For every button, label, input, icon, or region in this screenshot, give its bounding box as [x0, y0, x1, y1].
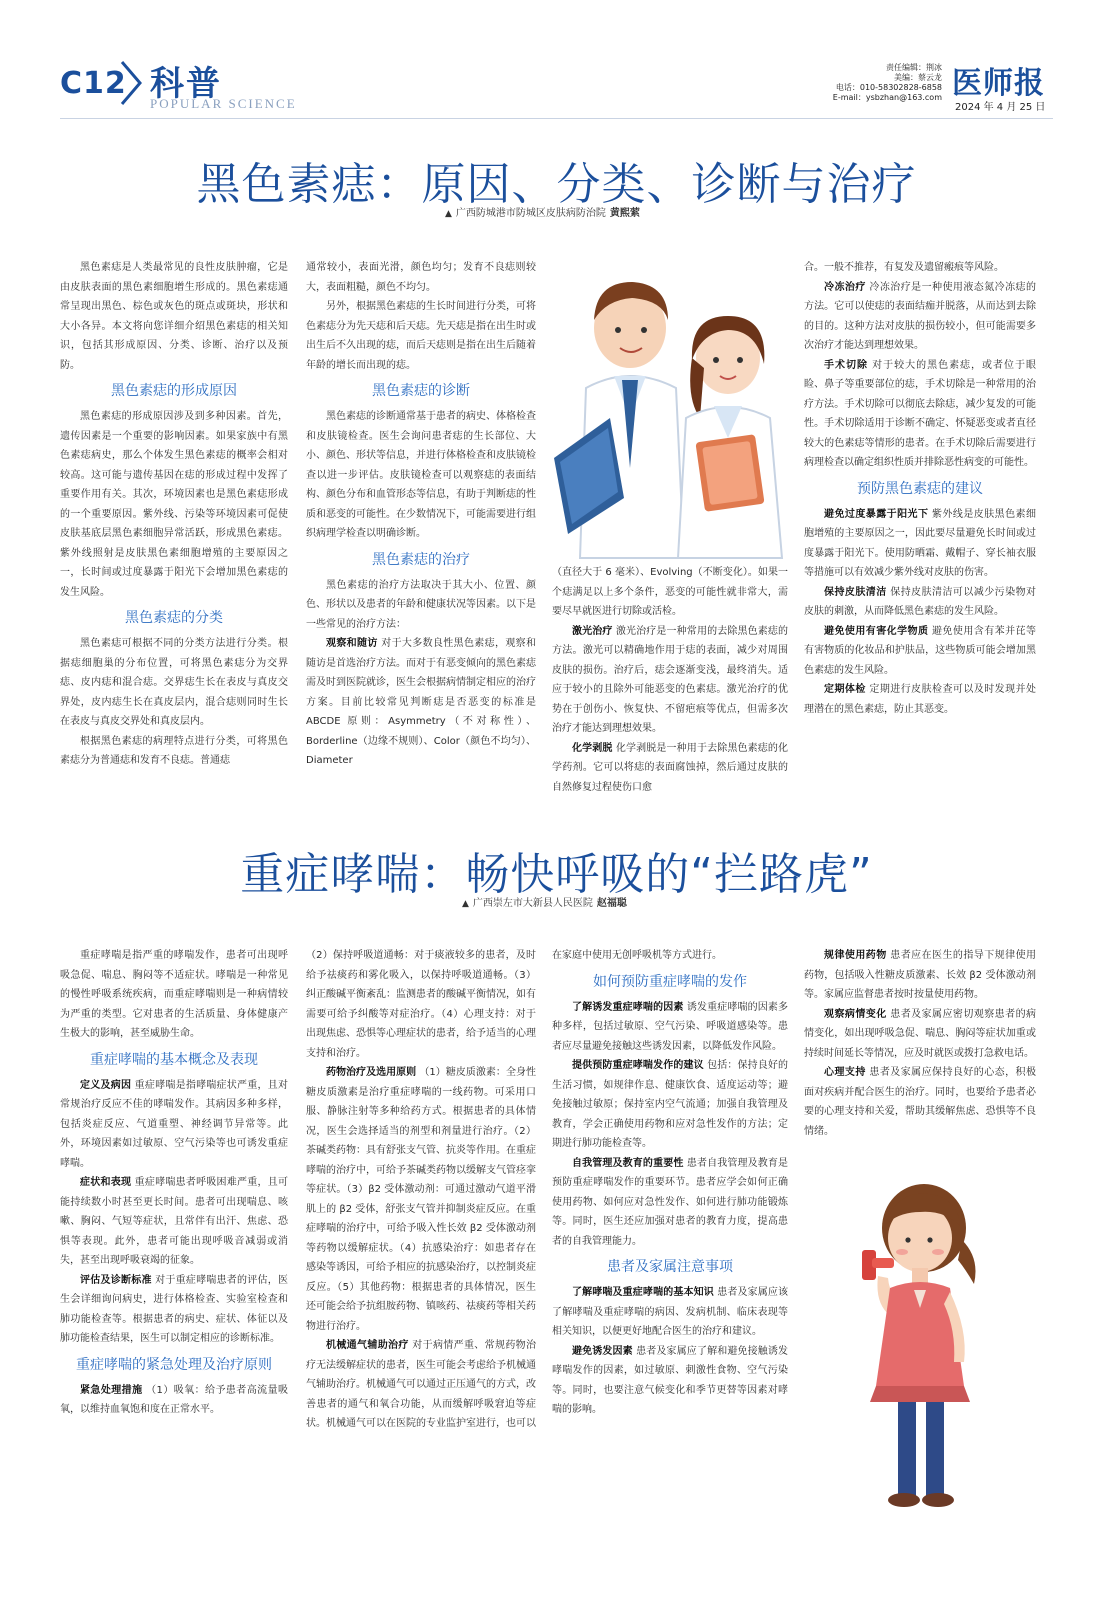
paragraph: 心理支持 患者及家属应保持良好的心态，积极面对疾病并配合医生的治疗。同时，也要给予患者必要的心理支持和关爱，帮助其缓解焦虑、恐惧等不良情绪。 [804, 1067, 1036, 1137]
paragraph: 黑色素痣的形成原因涉及到多种因素。首先，遗传因素是一个重要的影响因素。如果家族中有黑色素痣病史，那么个体发生黑色素痣的概率会相对较高。这可能与遗传基因在痣的形成过程中发挥了重要作用有关。其次，环境因素也是黑色素痣形成的一个重要原因。紫外线、污染等环境因素可促使皮肤基底层黑色素细胞异常活跃，形成黑色素痣。紫外线照射是皮肤黑色素细胞增殖的主要原因之一，长时间或过度暴露于阳光下会增加黑色素痣的发生风险。 [60, 411, 288, 598]
paragraph: 合。一般不推荐，有复发及遗留瘢痕等风险。 [804, 262, 1004, 273]
keyword: 药物治疗及选用原则 [326, 1067, 417, 1078]
subheading: 黑色素痣的治疗 [372, 551, 470, 568]
paragraph: 黑色素痣是人类最常见的良性皮肤肿瘤，它是由皮肤表面的黑色素细胞增生形成的。黑色素痣通常呈现出黑色、棕色或灰色的斑点或斑块，形状和大小各异。本文将向您详细介绍黑色素痣的相关知识，包括其形成原因、分类、诊断、治疗以及预防。 [60, 262, 288, 371]
paragraph: 评估及诊断标准 对于重症哮喘患者的评估，医生会详细询问病史，进行体格检查、实验室检查和肺功能检查等。根据患者的病史、症状、体征以及肺功能检查结果，医生可以制定相应的诊断标准。 [60, 1274, 288, 1344]
byline-org: 广西防城港市防城区皮肤病防治院 [455, 208, 606, 219]
paragraph: 了解诱发重症哮喘的因素 诱发重症哮喘的因素多种多样，包括过敏原、空气污染、呼吸道感染等。患者应尽量避免接触这些诱发因素，以降低发作风险。 [552, 1001, 788, 1052]
paragraph: 黑色素痣的治疗方法取决于其大小、位置、颜色、形状以及患者的年龄和健康状况等因素。以下是一些常见的治疗方法： [306, 579, 536, 630]
paragraph: 化学剥脱 化学剥脱是一种用于去除黑色素痣的化学药剂。它可以将痣的表面腐蚀掉，然后通过皮肤的自然修复过程使伤口愈 [552, 742, 788, 793]
masthead-divider [60, 118, 1053, 119]
paragraph: 自我管理及教育的重要性 患者自我管理及教育是预防重症哮喘发作的重要环节。患者应学会如何正确使用药物、如何应对急性发作、如何进行肺功能锻炼等。同时，医生还应加强对患者的教育力度，提高患者的自我管理能力。 [552, 1157, 788, 1247]
paragraph: 机械通气辅助治疗 对于病情严重、常规药物治疗无法缓解症状的患者，医生可能会考虑给予机械通气辅助治疗。机械通气可以通过正压通气的方式，改善患者的通气和氧合功能，从而缓解呼吸窘迫等症状。机械通气可以在医院的专业监护室进行，也可以 [306, 1340, 536, 1429]
subheading: 黑色素痣的诊断 [372, 383, 470, 399]
keyword: 避免诱发因素 [572, 1345, 633, 1357]
keyword: 机械通气辅助治疗 [326, 1340, 409, 1351]
subheading: 黑色素痣的形成原因 [111, 383, 237, 399]
subheading: 重症哮喘的基本概念及表现 [90, 1051, 258, 1068]
byline-triangle-icon: ▲ [445, 209, 452, 219]
byline-org: 广西崇左市大新县人民医院 [472, 898, 593, 909]
byline-triangle-icon: ▲ [462, 899, 469, 909]
paragraph: 药物治疗及选用原则 （1）糖皮质激素：全身性糖皮质激素是治疗重症哮喘的一线药物。可采用口服、静脉注射等多种给药方式。根据患者的具体情况，医生会选择适当的剂型和剂量进行治疗。（2）茶碱类药物：具有舒张支气管、抗炎等作用。在重症哮喘的治疗中，可给予茶碱类药物以缓解支气管痉挛等症状。（3）β2 受体激动剂：可通过激动气道平滑肌上的 β2 受体，舒张支气管并抑制炎症反应。在重症哮喘的治疗中，可给予吸入性长效 β2 受体激动剂等药物以缓解症状。（4）抗感染治疗：如患者存在感染等诱因，可给予相应的抗感染治疗，以控制炎症反应。（5）其他药物：根据患者的具体情况，医生还可能会给予抗组胺药物、镇咳药、祛痰药等相关药物进行治疗。 [306, 1067, 536, 1332]
keyword: 心理支持 [824, 1067, 866, 1078]
keyword: 激光治疗 [572, 625, 613, 637]
keyword: 了解诱发重症哮喘的因素 [572, 1001, 684, 1013]
paragraph: 根据黑色素痣的病理特点进行分类，可将黑色素痣分为普通痣和发育不良痣。普通痣 [60, 735, 288, 766]
chevron-right-icon [116, 58, 146, 108]
keyword: 定期体检 [824, 684, 866, 695]
editor-credits [790, 63, 942, 103]
paragraph: 定期体检 定期进行皮肤检查可以及时发现并处理潜在的黑色素痣，防止其恶变。 [804, 684, 1036, 715]
doctors-illustration [550, 268, 800, 558]
article2-column-1 [60, 946, 288, 1512]
article2-headline: 重症哮喘：畅快呼吸的“拦路虎” [240, 849, 873, 900]
subheading: 黑色素痣的分类 [125, 610, 223, 626]
article1-column-2 [306, 258, 536, 820]
paragraph: 定义及病因 重症哮喘是指哮喘症状严重，且对常规治疗反应不佳的哮喘发作。其病因多种多样，包括炎症反应、气道重塑、神经调节异常等。此外，环境因素如过敏原、空气污染等也可诱发重症哮喘。 [60, 1079, 288, 1169]
paragraph: （直径大于 6 毫米）、Evolving（不断变化）。如果一个痣满足以上多个条件，恶变的可能性就非常大，需要尽早就医进行切除或活检。 [552, 567, 788, 617]
paragraph: 避免过度暴露于阳光下 紫外线是皮肤黑色素细胞增殖的主要原因之一，因此要尽量避免长时间或过度暴露于阳光下。使用防晒霜、戴帽子、穿长袖衣服等措施可以有效减少紫外线对皮肤的伤害。 [804, 508, 1036, 578]
paragraph: 紧急处理措施 （1）吸氧：给予患者高流量吸氧，以维持血氧饱和度在正常水平。 [60, 1384, 288, 1415]
subheading: 如何预防重症哮喘的发作 [593, 973, 747, 990]
paragraph: 通常较小，表面光滑，颜色均匀；发育不良痣则较大，表面粗糙，颜色不均匀。 [306, 262, 536, 293]
paragraph: 提供预防重症哮喘发作的建议 包括：保持良好的生活习惯，如规律作息、健康饮食、适度运动等；避免接触过敏原；保持室内空气流通；加强自我管理及教育，学会正确使用药物和应对急性发作的方法；定期进行肺功能检查等。 [552, 1060, 788, 1149]
article2-column-3 [552, 946, 788, 1512]
page-number: C12 [60, 66, 127, 101]
keyword: 症状和表现 [80, 1177, 132, 1188]
credit-designer: 美编：蔡云龙 [894, 73, 942, 82]
paragraph: 重症哮喘是指严重的哮喘发作，患者可出现呼吸急促、喘息、胸闷等不适症状。哮喘是一种常见的慢性呼吸系统疾病，而重症哮喘则是一种病情较为严重的类型。它对患者的生活质量、身体健康产生极大的影响，甚至威胁生命。 [60, 950, 288, 1039]
keyword: 评估及诊断标准 [80, 1274, 152, 1286]
paragraph: 在家庭中使用无创呼吸机等方式进行。 [552, 950, 722, 961]
paragraph: （2）保持呼吸道通畅：对于痰液较多的患者，及时给予祛痰药和雾化吸入，以保持呼吸道通畅。（3）纠正酸碱平衡紊乱：监测患者的酸碱平衡情况，如有需要可给予纠酸等对症治疗。（4）心理支持：对于出现焦虑、恐惧等心理症状的患者，给予适当的心理支持和治疗。 [306, 950, 536, 1059]
paragraph: 观察和随访 对于大多数良性黑色素痣，观察和随访是首选治疗方法。而对于有恶变倾向的黑色素痣需及时到医院就诊，医生会根据病情制定相应的治疗方案。目前比较常见判断痣是否恶变的标准是 ABCDE 原则：Asymmetry（不对称性）、Borderline（边缘不规则）、Color（颜色不均匀）、Diameter [306, 638, 536, 766]
byline-author: 赵福聪 [596, 898, 627, 909]
paragraph: 黑色素痣可根据不同的分类方法进行分类。根据痣细胞巢的分布位置，可将黑色素痣分为交界痣、皮内痣和混合痣。交界痣生长在表皮与真皮交界处，皮内痣生长在真皮层内，混合痣则同时生长在表皮与真皮交界处和真皮层内。 [60, 638, 288, 727]
paragraph: 另外，根据黑色素痣的生长时间进行分类，可将色素痣分为先天痣和后天痣。先天痣是指在出生时或出生后不久出现的痣，而后天痣则是指在出生后随着年龄的增长而出现的痣。 [306, 301, 536, 371]
paragraph: 避免诱发因素 患者及家属应了解和避免接触诱发哮喘发作的因素，如过敏原、刺激性食物、空气污染等。同时，也要注意气候变化和季节更替等因素对哮喘的影响。 [552, 1345, 788, 1415]
article1-column-3 [552, 563, 788, 820]
subheading: 重症哮喘的紧急处理及治疗原则 [76, 1356, 272, 1373]
paragraph: 冷冻治疗 冷冻治疗是一种使用液态氮冷冻痣的方法。它可以使痣的表面结痂并脱落，从而达到去除的目的。这种方法对皮肤的损伤较小，但可能需要多次治疗才能达到理想效果。 [804, 281, 1036, 351]
keyword: 规律使用药物 [824, 950, 887, 961]
subheading: 患者及家属注意事项 [607, 1259, 733, 1275]
subheading: 预防黑色素痣的建议 [857, 480, 983, 497]
paragraph: 手术切除 对于较大的黑色素痣，或者位于眼睑、鼻子等重要部位的痣，手术切除是一种常用的治疗方法。手术切除可以彻底去除痣，减少复发的可能性。手术切除适用于诊断不确定、怀疑恶变或者直径较大的色素痣等情形的患者。在手术切除后需要进行病理检查以确定组织性质并排除恶性病变的可能性。 [804, 359, 1036, 468]
keyword: 冷冻治疗 [824, 281, 866, 293]
credit-phone: 电话：010-58302828-6858 [835, 83, 942, 92]
article2-column-2 [306, 946, 536, 1512]
article2-byline [462, 894, 627, 909]
article1-column-1 [60, 258, 288, 820]
section-subtitle: POPULAR SCIENCE [150, 96, 297, 111]
paragraph: 规律使用药物 患者应在医生的指导下规律使用药物，包括吸入性糖皮质激素、长效 β2 受体激动剂等。家属应监督患者按时按量使用药物。 [804, 950, 1036, 1000]
keyword: 了解哮喘及重症哮喘的基本知识 [572, 1287, 714, 1298]
paragraph: 保持皮肤清洁 保持皮肤清洁可以减少污染物对皮肤的刺激，从而降低黑色素痣的发生风险。 [804, 586, 1036, 617]
keyword: 观察病情变化 [824, 1008, 887, 1020]
credit-email: E-mail：ysbzhan@163.com [832, 93, 942, 102]
paragraph: 症状和表现 重症哮喘患者呼吸困难严重，且可能持续数小时甚至更长时间。患者可出现喘息、咳嗽、胸闷、气短等症状，且常伴有出汗、焦虑、恐惧等表现。此外，患者可能出现呼吸音减弱或消失，甚至出现呼吸衰竭的征象。 [60, 1177, 288, 1266]
section-title: 科普 [150, 64, 222, 104]
keyword: 保持皮肤清洁 [824, 586, 887, 598]
publish-date: 2024 年 4 月 25 日 [955, 102, 1046, 113]
credit-editor: 责任编辑：荆冰 [886, 63, 942, 72]
article1-column-4 [804, 258, 1036, 820]
paragraph: 了解哮喘及重症哮喘的基本知识 患者及家属应该了解哮喘及重症哮喘的病因、发病机制、临床表现等相关知识，以便更好地配合医生的治疗和建议。 [552, 1287, 788, 1337]
keyword: 观察和随访 [326, 638, 378, 649]
newspaper-logo: 医师报 [952, 66, 1045, 101]
keyword: 自我管理及教育的重要性 [572, 1157, 684, 1169]
girl-inhaler-illustration [846, 1180, 996, 1520]
paragraph: 避免使用有害化学物质 避免使用含有苯并芘等有害物质的化妆品和护肤品，这些物质可能会增加黑色素痣的发生风险。 [804, 625, 1036, 676]
keyword: 定义及病因 [80, 1079, 132, 1091]
keyword: 紧急处理措施 [80, 1384, 143, 1396]
keyword: 提供预防重症哮喘发作的建议 [572, 1060, 704, 1071]
byline-author: 黄熙萦 [609, 208, 640, 219]
article1-byline [445, 204, 640, 219]
paragraph: 观察病情变化 患者及家属应密切观察患者的病情变化，如出现呼吸急促、喘息、胸闷等症状加重或持续时间延长等情况，应及时就医或拨打急救电话。 [804, 1008, 1036, 1059]
keyword: 避免过度暴露于阳光下 [824, 508, 929, 520]
article2-column-4 [804, 946, 1036, 1176]
article1-headline: 黑色素痣：原因、分类、诊断与治疗 [196, 159, 917, 210]
keyword: 化学剥脱 [572, 742, 613, 754]
paragraph: 激光治疗 激光治疗是一种常用的去除黑色素痣的方法。激光可以精确地作用于痣的表面，减少对周围皮肤的损伤。治疗后，痣会逐渐变浅，最终消失。适应于较小的且除外可能恶变的色素痣。激光治疗的优势在于创伤小、恢复快、不留疤痕等优点，但需多次治疗才能达到理想效果。 [552, 625, 788, 734]
keyword: 手术切除 [824, 359, 868, 371]
paragraph: 黑色素痣的诊断通常基于患者的病史、体格检查和皮肤镜检查。医生会询问患者痣的生长部位、大小、颜色、形状等信息，并进行体格检查和皮肤镜检查以进一步评估。皮肤镜检查可以观察痣的表面结构、颜色分布和血管形态等信息，有助于判断痣的性质和恶变的可能性。在少数情况下，可能需要进行组织病理学检查以明确诊断。 [306, 411, 536, 539]
keyword: 避免使用有害化学物质 [824, 625, 929, 637]
